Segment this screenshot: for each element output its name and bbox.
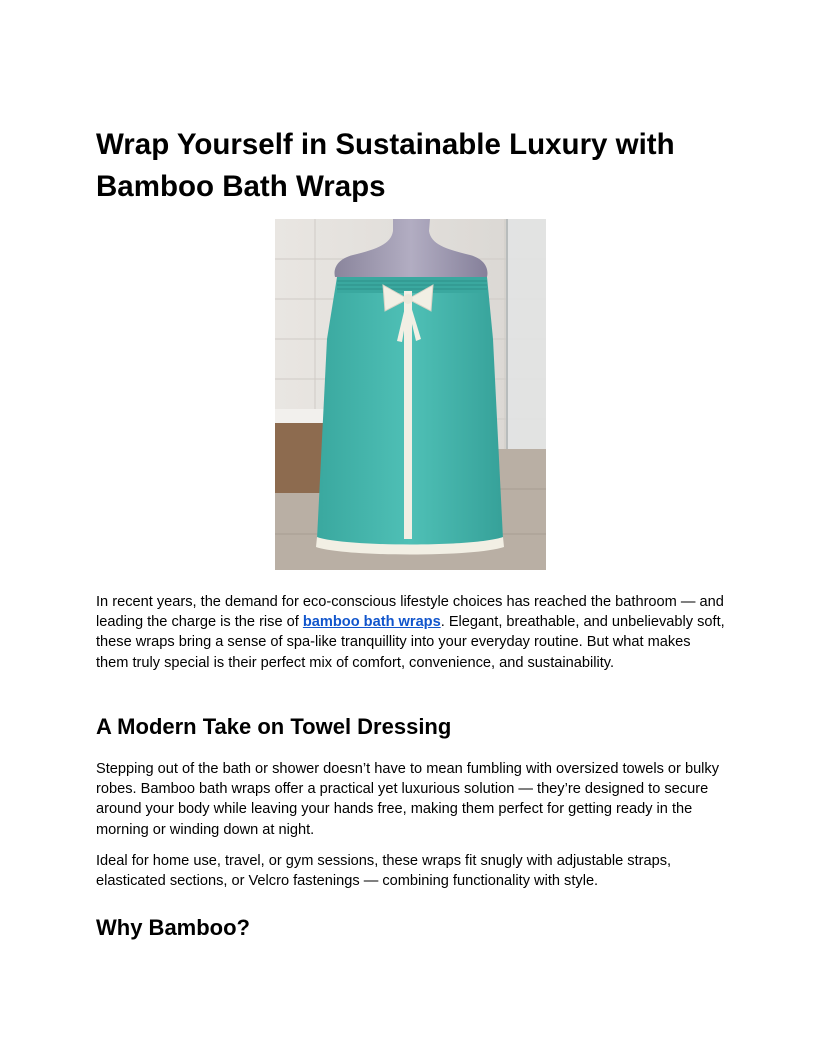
section-heading-modern-take: A Modern Take on Towel Dressing (96, 714, 452, 739)
intro-paragraph-block (96, 592, 726, 673)
bamboo-bath-wraps-link[interactable]: bamboo bath wraps (302, 614, 441, 631)
product-image (275, 219, 546, 570)
intro-text-before-link: In recent years, the demand for eco-conscious lifestyle choices has reached the bathroom — and leading the charge is the rise of (96, 594, 724, 631)
section1-paragraph2-block (96, 851, 726, 891)
section1-paragraph1-block (96, 759, 726, 840)
bath-wrap-product-photo-icon (275, 219, 546, 570)
title-block (96, 124, 724, 208)
page-title: Wrap Yourself in Sustainable Luxury with Bamboo Bath Wraps (96, 128, 675, 203)
section1-paragraph2: Ideal for home use, travel, or gym sessions, these wraps fit snugly with adjustable straps, elasticated sections, or Velcro fastenings — combining functionality with style. (96, 853, 672, 890)
section1-paragraph1: Stepping out of the bath or shower doesn’t have to mean fumbling with oversized towels or bulky robes. Bamboo bath wraps offer a practical yet luxurious solution — they’re designed to secure around your body while leaving your hands free, making them perfect for getting ready in the morning or winding down at night. (96, 761, 720, 838)
section-heading-why-bamboo: Why Bamboo? (96, 915, 250, 940)
intro-paragraph (96, 592, 726, 673)
intro-text-after-link: . Elegant, breathable, and unbelievably soft, these wraps bring a sense of spa-like tranquillity into your everyday routine. But what makes them truly special is their perfect mix of comfort, convenience, and sustainability. (96, 614, 725, 671)
